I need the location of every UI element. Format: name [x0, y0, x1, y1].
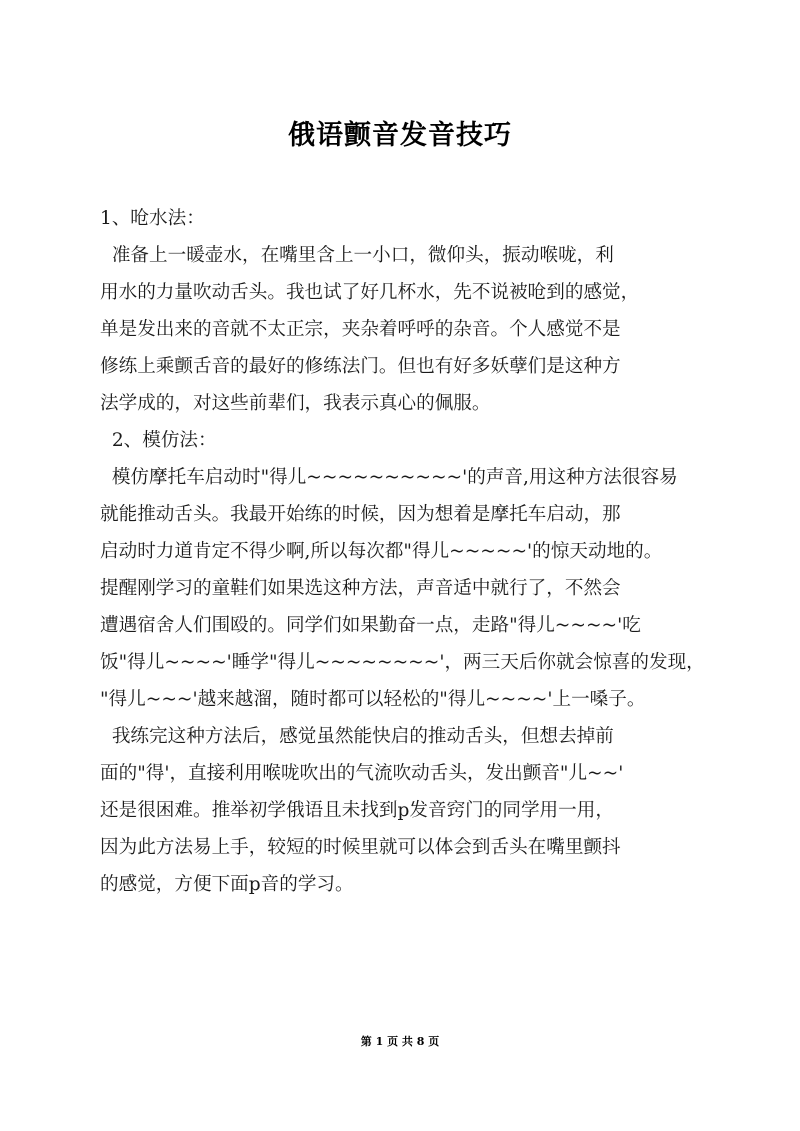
- text-line: 的感觉，方便下面p音的学习。: [100, 874, 354, 895]
- text-line: 饭"得儿~~~~'睡学"得儿~~~~~~~~'，两三天后你就会惊喜的发现，: [100, 652, 705, 673]
- document-body: [100, 200, 705, 903]
- text-line: 1、呛水法：: [100, 208, 205, 229]
- page-footer: 第 1 页 共 8 页: [360, 1035, 440, 1048]
- text-line: 准备上一暖壶水，在嘴里含上一小口，微仰头，振动喉咙，利: [100, 245, 614, 266]
- text-line: 2、模仿法：: [100, 430, 217, 451]
- text-line: 面的"得'，直接利用喉咙吹出的气流吹动舌头，发出颤音"儿~~': [100, 763, 624, 784]
- text-line: 还是很困难。推举初学俄语且未找到p发音窍门的同学用一用，: [100, 800, 614, 821]
- text-line: 遭遇宿舍人们围殴的。同学们如果勤奋一点，走路"得儿~~~~'吃: [100, 615, 641, 636]
- text-line: 提醒刚学习的童鞋们如果选这种方法，声音适中就行了，不然会: [100, 578, 621, 599]
- text-line: 我练完这种方法后，感觉虽然能快启的推动舌头，但想去掉前: [100, 726, 614, 747]
- page-title: 俄语颤音发音技巧: [288, 120, 512, 151]
- text-line: 用水的力量吹动舌头。我也试了好几杯水，先不说被呛到的感觉，: [100, 282, 640, 303]
- text-line: 启动时力道肯定不得少啊,所以每次都"得儿~~~~~'的惊天动地的。: [100, 541, 663, 562]
- text-line: "得儿~~~'越来越溜，随时都可以轻松的"得儿~~~~'上一嗓子。: [100, 689, 646, 710]
- text-line: 法学成的，对这些前辈们，我表示真心的佩服。: [100, 393, 491, 414]
- text-line: 修练上乘颤舌音的最好的修练法门。但也有好多妖孽们是这种方: [100, 356, 621, 377]
- text-line: 就能推动舌头。我最开始练的时候，因为想着是摩托车启动，那: [100, 504, 621, 525]
- text-line: 模仿摩托车启动时"得儿~~~~~~~~~~'的声音,用这种方法很容易: [100, 467, 678, 488]
- text-line: 单是发出来的音就不太正宗，夹杂着呼呼的杂音。个人感觉不是: [100, 319, 621, 340]
- text-line: 因为此方法易上手，较短的时候里就可以体会到舌头在嘴里颤抖: [100, 837, 621, 858]
